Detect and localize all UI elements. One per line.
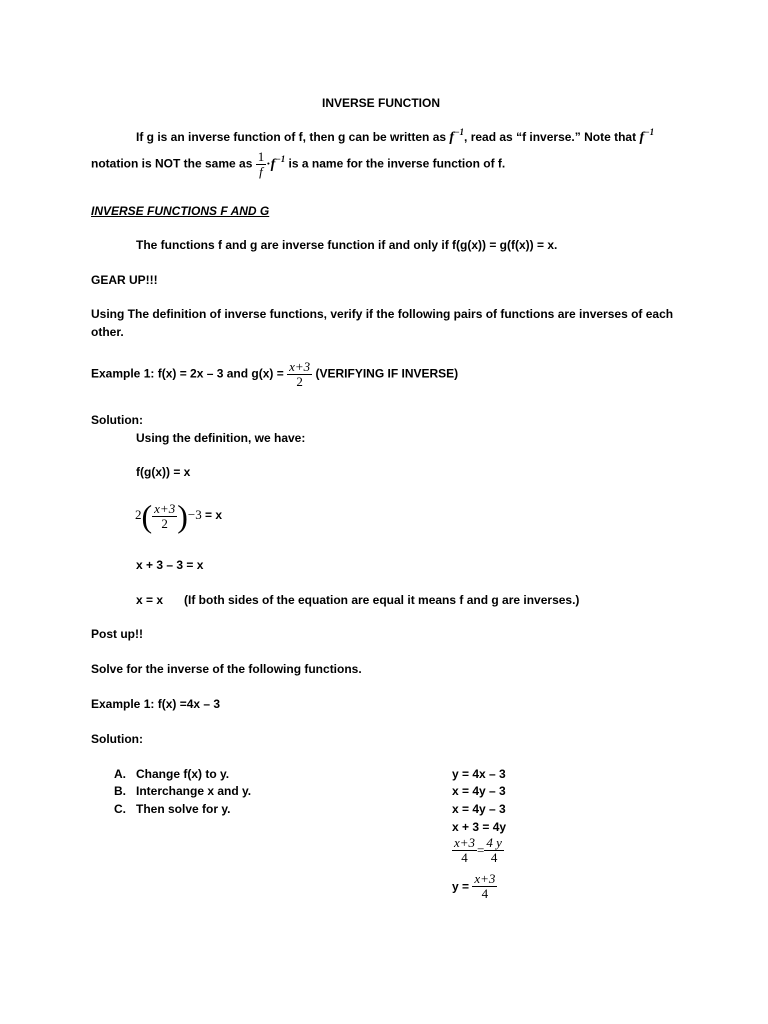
example-1-tag: (VERIFYING IF INVERSE) [315, 366, 459, 381]
definition-text: The functions f and g are inverse function if and only if f(g(x)) = g(f(x)) = x. [136, 238, 558, 252]
gear-up-heading: GEAR UP!!! [91, 273, 158, 287]
step-text-b: Interchange x and y. [136, 784, 252, 798]
solution-label-1: Solution: [91, 413, 143, 427]
step-2-equals: = x [205, 508, 223, 523]
f-inverse-symbol-2: $f^{-1}$ [639, 127, 655, 145]
page-title: INVERSE FUNCTION [322, 96, 441, 110]
work-5-right-fraction: $\frac{4 y}{4}$ [486, 835, 502, 865]
one-over-f-fraction: $\frac{1}{f}$ [257, 149, 265, 179]
step-4-note: (If both sides of the equation are equal it means f and g are inverses.) [184, 593, 580, 607]
step-2-fraction: $\frac{x+3}{2}$ [154, 500, 176, 531]
step-2-minus: −3 [187, 507, 202, 523]
example-1-text: Example 1: f(x) = 2x – 3 and g(x) = [91, 366, 284, 381]
instruction-2: Solve for the inverse of the following functions. [91, 662, 362, 676]
dot-symbol: · [266, 155, 271, 171]
instruction-1-line-1: Using The definition of inverse functions, verify if the following pairs of functions are inverses of each [91, 307, 674, 321]
solution-1-step-4 [136, 593, 163, 607]
work-line-6 [452, 872, 497, 901]
solution-1-intro: Using the definition, we have: [136, 431, 306, 445]
work-6-lhs: y = [452, 879, 470, 894]
example-1-fraction: $\frac{x+3}{2}$ [289, 359, 311, 389]
intro-text-1a: If g is an inverse function of f, then g can be written as [136, 130, 447, 144]
section-heading: INVERSE FUNCTIONS F AND G [91, 204, 270, 218]
work-line-4: x + 3 = 4y [452, 820, 507, 834]
intro-line-2 [91, 150, 505, 179]
intro-text-2a: notation is NOT the same as [91, 156, 253, 171]
step-letter-b: B. [114, 784, 126, 798]
work-5-equals: = [477, 842, 485, 858]
left-paren: ( [141, 498, 153, 534]
solution-1-step-2 [135, 498, 223, 534]
work-6-fraction: $\frac{x+3}{4}$ [474, 871, 496, 901]
work-line-1: y = 4x – 3 [452, 767, 506, 781]
example-1 [91, 360, 458, 389]
step-letter-c: C. [114, 802, 126, 816]
step-letter-a: A. [114, 767, 126, 781]
instruction-1-line-2: other. [91, 325, 124, 339]
f-inverse-symbol: $f^{-1}$ [449, 127, 465, 145]
f-inverse-symbol-3: $f^{-1}$ [270, 153, 286, 172]
intro-line-1 [136, 127, 655, 145]
intro-text-1b: , read as “f inverse.” Note that [464, 130, 637, 144]
step-text-a: Change f(x) to y. [136, 767, 230, 781]
solution-1-step-1: f(g(x)) = x [136, 465, 191, 479]
solution-1-step-3: x + 3 – 3 = x [136, 558, 204, 572]
post-up-heading: Post up!! [91, 627, 143, 641]
work-line-2: x = 4y – 3 [452, 784, 506, 798]
step-text-c: Then solve for y. [136, 802, 231, 816]
step-2-coefficient: 2 [135, 507, 142, 523]
intro-text-2b: is a name for the inverse function of f. [288, 156, 506, 171]
work-line-5 [452, 836, 504, 865]
step-4-equation: x = x [136, 593, 164, 607]
right-paren: ) [177, 498, 188, 534]
work-line-3: x = 4y – 3 [452, 802, 506, 816]
work-5-left-fraction: $\frac{x+3}{4}$ [454, 835, 476, 865]
example-2: Example 1: f(x) =4x – 3 [91, 697, 221, 711]
solution-label-2: Solution: [91, 732, 143, 746]
